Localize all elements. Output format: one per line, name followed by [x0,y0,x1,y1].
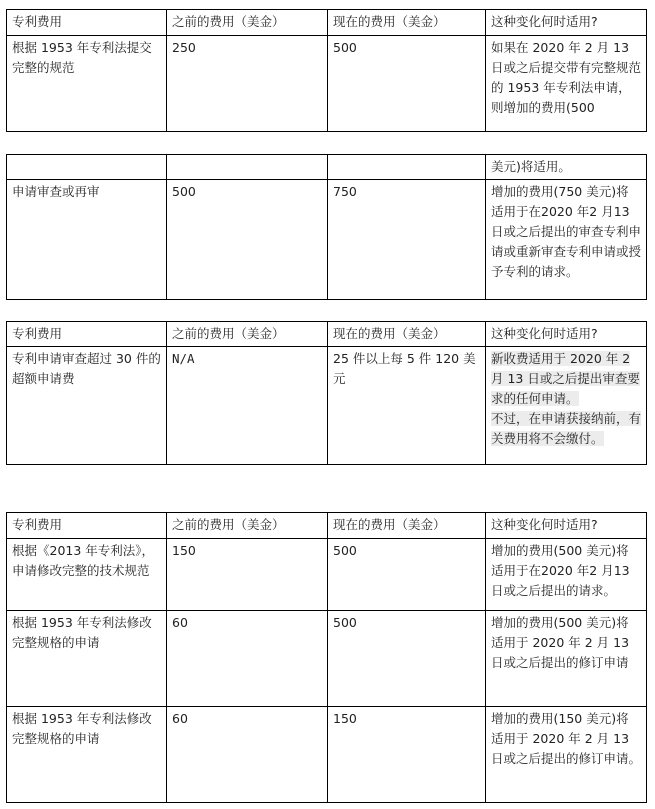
table-header-row [7,10,647,36]
fee-name-cell: 专利申请审查超过 30 件的超额申请费 [7,347,167,465]
when-cell: 增加的费用(500 美元)将适用于 2020 年 2 月 13 日或之后提出的修订申请 [486,611,647,707]
now-fee-cell [328,155,486,180]
fee-table-4 [6,512,647,803]
prev-fee-cell: 500 [167,180,328,300]
fee-name-cell: 申请审查或再审 [7,180,167,300]
now-fee-cell: 150 [328,707,486,803]
prev-fee-cell: N/A [167,347,328,465]
header-now-fee: 现在的费用（美金） [328,513,486,539]
table-header-row [7,513,647,539]
fee-table-3 [6,321,647,465]
when-text-part-2: 不过，在申请获接纳前，有关费用将不会缴付。 [491,411,642,446]
now-fee-cell: 500 [328,611,486,707]
header-prev-fee: 之前的费用（美金） [167,10,328,36]
table-row [7,180,647,300]
fee-table-1 [6,9,647,132]
header-when: 这种变化何时适用? [486,10,647,36]
now-fee-cell: 500 [328,36,486,132]
fee-name-cell: 根据 1953 年专利法修改完整规格的申请 [7,611,167,707]
header-prev-fee: 之前的费用（美金） [167,322,328,347]
table-row-continued [7,155,647,180]
fee-name-cell: 根据《2013 年专利法》，申请修改完整的技术规范 [7,539,167,611]
header-fee: 专利费用 [7,513,167,539]
header-when: 这种变化何时适用? [486,513,647,539]
fee-table-2 [6,154,647,300]
prev-fee-cell: 250 [167,36,328,132]
table-row [7,539,647,611]
header-prev-fee: 之前的费用（美金） [167,513,328,539]
when-cell: 美元)将适用。 [486,155,647,180]
prev-fee-cell: 60 [167,707,328,803]
header-now-fee: 现在的费用（美金） [328,10,486,36]
table-row [7,707,647,803]
when-cell: 增加的费用(500 美元)将适用于在2020 年2 月13 日或之后提出的请求。 [486,539,647,611]
now-fee-cell: 25 件以上每 5 件 120 美元 [328,347,486,465]
header-when: 这种变化何时适用? [486,322,647,347]
when-cell: 增加的费用(150 美元)将适用于 2020 年 2 月 13 日或之后提出的修订申请。 [486,707,647,803]
table-row [7,36,647,132]
fee-name-cell [7,155,167,180]
header-fee: 专利费用 [7,322,167,347]
header-fee: 专利费用 [7,10,167,36]
when-text-part-1: 新收费适用于 2020 年 2 月 13 日或之后提出审查要求的任何申请。 [491,351,640,406]
prev-fee-cell: 150 [167,539,328,611]
when-cell: 如果在 2020 年 2 月 13 日或之后提交带有完整规范的 1953 年专利法申请，则增加的费用(500 [486,36,647,132]
fee-name-cell: 根据 1953 年专利法提交完整的规范 [7,36,167,132]
fee-name-cell: 根据 1953 年专利法修改完整规格的申请 [7,707,167,803]
when-cell [486,347,647,465]
when-cell: 增加的费用(750 美元)将适用于在2020 年2 月13 日或之后提出的审查专利申请或重新审查专利申请或授予专利的请求。 [486,180,647,300]
now-fee-cell: 500 [328,539,486,611]
prev-fee-cell: 60 [167,611,328,707]
table-header-row [7,322,647,347]
table-row [7,611,647,707]
prev-fee-cell [167,155,328,180]
header-now-fee: 现在的费用（美金） [328,322,486,347]
now-fee-cell: 750 [328,180,486,300]
table-row [7,347,647,465]
